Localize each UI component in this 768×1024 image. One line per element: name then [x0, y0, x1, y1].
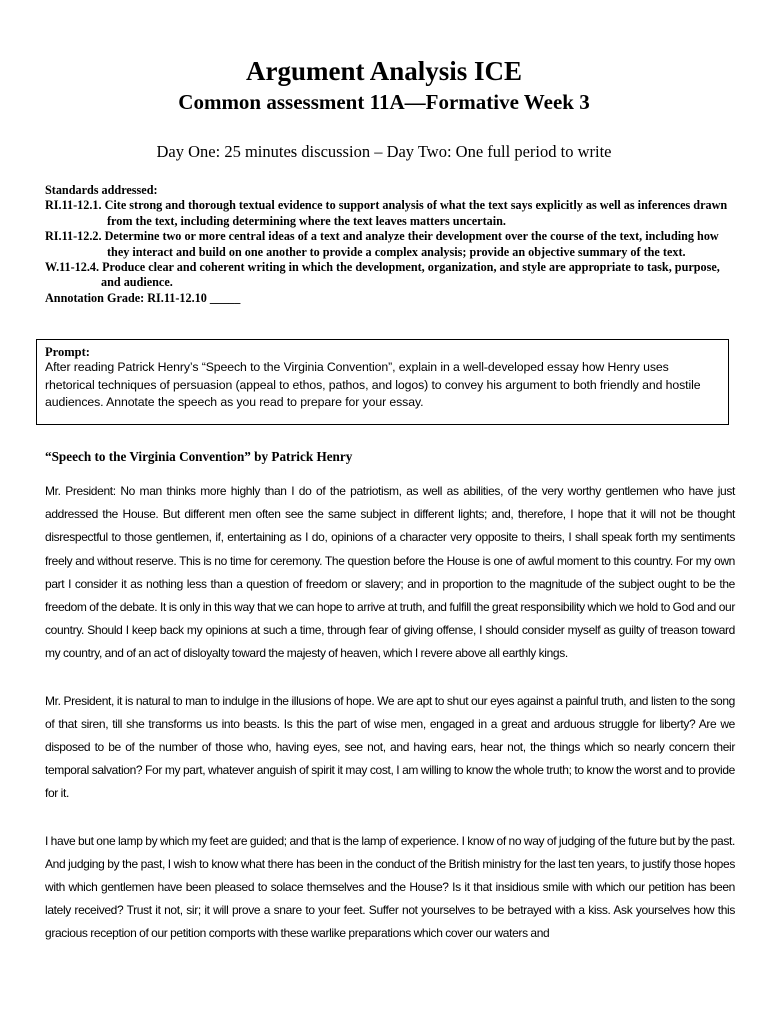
standard-item: RI.11-12.2. Determine two or more central ideas of a text and analyze their development over the course of the text, including how they interact and build on one another to provide a complex analysis; provide an objective summary of the text. [45, 229, 719, 259]
schedule-line: Day One: 25 minutes discussion – Day Two: One full period to write [156, 142, 612, 161]
document-title: Argument Analysis ICE [245, 56, 523, 86]
standards-heading: Standards addressed: [45, 183, 158, 197]
speech-body [45, 480, 735, 970]
standards-section [45, 183, 735, 306]
speech-title: “Speech to the Virginia Convention” by Patrick Henry [45, 449, 353, 464]
speech-paragraph: I have but one lamp by which my feet are guided; and that is the lamp of experience. I know of no way of judging of the future but by the past. And judging by the past, I wish to know what there has been in the conduct of the British ministry for the last ten years, to justify those hopes with which gentlemen have been pleased to solace themselves and the House? Is it that insidious smile with which our petition has been lately received? Trust it not, sir; it will prove a snare to your feet. Suffer not yourselves to be betrayed with a kiss. Ask yourselves how this gracious reception of our petition comports with these warlike preparations which cover our waters and [45, 833, 735, 941]
prompt-box [36, 339, 729, 425]
prompt-label: Prompt: [45, 345, 90, 359]
annotation-grade: Annotation Grade: RI.11-12.10 _____ [45, 290, 241, 305]
standard-item: RI.11-12.1. Cite strong and thorough textual evidence to support analysis of what the text says explicitly as well as inferences drawn from the text, including determining where the text leaves matters uncertain. [45, 198, 728, 228]
speech-paragraph: Mr. President, it is natural to man to indulge in the illusions of hope. We are apt to shut our eyes against a painful truth, and listen to the song of that siren, till she transforms us into beasts. Is this the part of wise men, engaged in a great and arduous struggle for liberty? Are we disposed to be of the number of those who, having eyes, see not, and having ears, hear not, the things which so nearly concern their temporal salvation? For my part, whatever anguish of spirit it may cost, I am willing to know the whole truth; to know the worst and to provide for it. [45, 693, 735, 801]
document-subtitle: Common assessment 11A—Formative Week 3 [178, 90, 590, 114]
speech-paragraph: Mr. President: No man thinks more highly than I do of the patriotism, as well as abilities, of the very worthy gentlemen who have just addressed the House. But different men often see the same subject in different lights; and, therefore, I hope that it will not be thought disrespectful to those gentlemen, if, entertaining as I do, opinions of a character very opposite to theirs, I shall speak forth my sentiments freely and without reserve. This is no time for ceremony. The question before the House is one of awful moment to this country. For my own part I consider it as nothing less than a question of freedom or slavery; and in proportion to the magnitude of the subject ought to be the freedom of the debate. It is only in this way that we can hope to arrive at truth, and fulfill the great responsibility which we hold to God and our country. Should I keep back my opinions at such a time, through fear of giving offense, I should consider myself as guilty of treason toward my country, and of an act of disloyalty toward the majesty of heaven, which I revere above all earthly kings. [45, 484, 735, 661]
standard-item: W.11-12.4. Produce clear and coherent writing in which the development, organization, and style are appropriate to task, purpose, and audience. [45, 260, 720, 290]
prompt-text: After reading Patrick Henry’s “Speech to the Virginia Convention”, explain in a well-developed essay how Henry uses rhetorical techniques of persuasion (appeal to ethos, pathos, and logos) to convey his argument to both friendly and hostile audiences. Annotate the speech as you read to prepare for your essay. [45, 360, 701, 409]
